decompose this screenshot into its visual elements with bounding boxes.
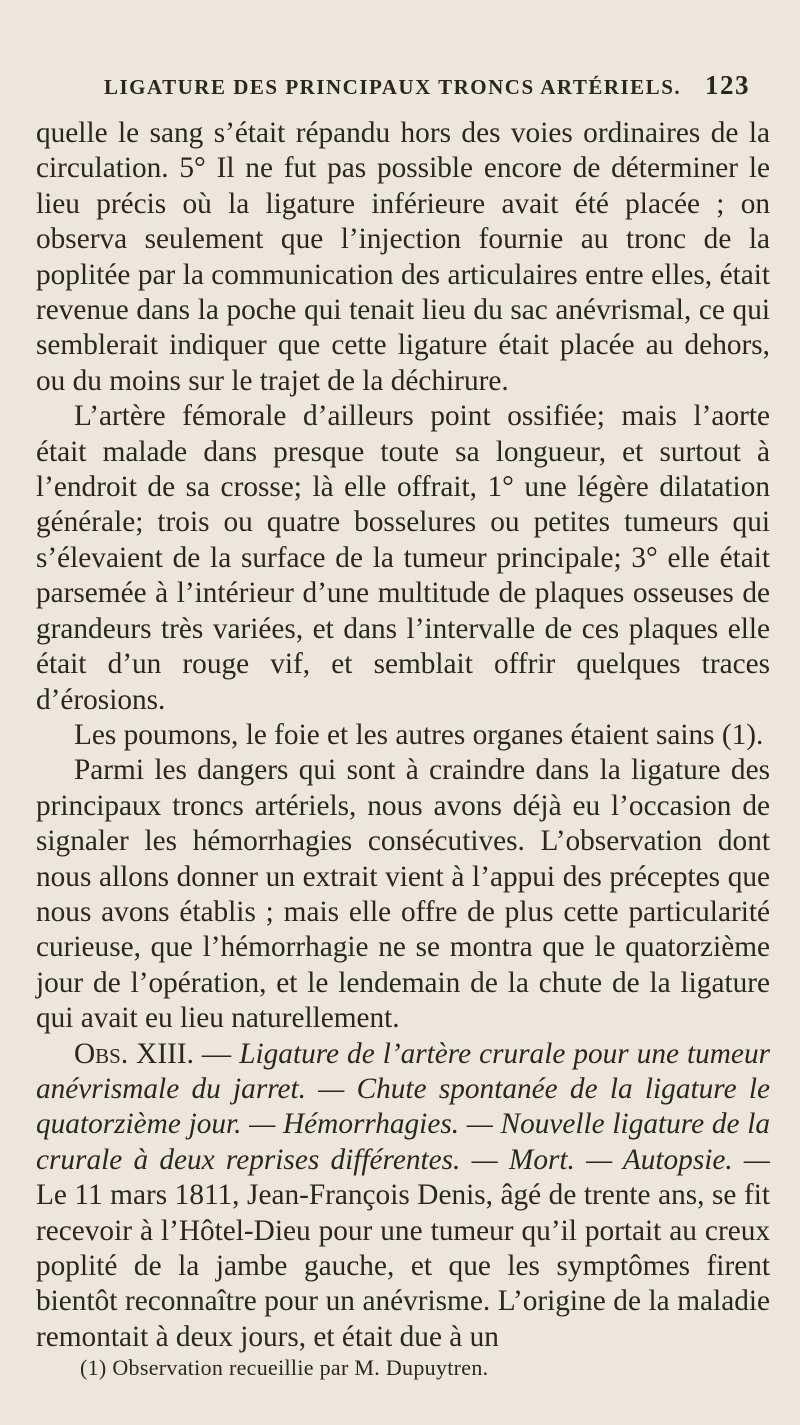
paragraph-4: Parmi les dangers qui sont à craindre dans la ligature des principaux troncs artériels, nous avons déjà eu l’occasion de signaler les hémorrhagies consécutives. L’observation dont nous allons donner un extrait vient à l’appui des préceptes que nous avons établis ; mais elle offre de plus cette particularité curieuse, que l’hémorrhagie ne se montra que le quatorzième jour de l’opération, et le lendemain de la chute de la ligature qui avait eu lieu naturellement. (36, 754, 770, 1035)
observation-title: Ligature de l’artère crurale pour une tumeur anévrismale du jarret. — Chute spontanée de la ligature le quatorzième jour. — Hémorrhagies. — Nouvelle ligature de la crurale à deux reprises différentes. — Mort. — Autopsie. — (36, 1037, 770, 1176)
paragraph-1: quelle le sang s’était répandu hors des voies ordinaires de la circulation. 5° Il ne fut pas possible encore de déterminer le lieu précis où la ligature inférieure avait été placée ; on observa seulement que l’injection fournie au tronc de la poplitée par la communication des articulaires entre elles, était revenue dans la poche qui tenait lieu du sac anévrismal, ce qui semblerait indiquer que cette ligature était placée au dehors, ou du moins sur le trajet de la déchirure. (36, 117, 770, 397)
page-body (36, 116, 770, 1355)
page-number: 123 (705, 70, 750, 100)
paragraph-2: L’artère fémorale d’ailleurs point ossifiée; mais l’aorte était malade dans presque toute sa longueur, et surtout à l’endroit de sa crosse; là elle offrait, 1° une légère dilatation générale; trois ou quatre bosselures ou petites tumeurs qui s’élevaient de la surface de la tumeur principale; 3° elle était parsemée à l’intérieur d’une multitude de plaques osseuses de grandeurs très variées, et dans l’intervalle de ces plaques elle était d’un rouge vif, et semblait offrir quelques traces d’érosions. (36, 400, 770, 716)
running-title: LIGATURE DES PRINCIPAUX TRONCS ARTÉRIELS. (104, 75, 682, 99)
paragraph-3: Les poumons, le foie et les autres organes étaient sains (1). (74, 718, 764, 751)
footnote: (1) Observation recueillie par M. Dupuytren. (80, 1355, 489, 1380)
observation-text: Le 11 mars 1811, Jean-François Denis, âgé de trente ans, se fit recevoir à l’Hôtel-Dieu pour une tumeur qu’il portait au creux poplité de la jambe gauche, et que les symptômes firent bientôt reconnaître pour un anévrisme. L’origine de la maladie remontait à deux jours, et était due à un (36, 1179, 770, 1353)
observation-paragraph (36, 1037, 770, 1356)
observation-label: Obs. XIII. — (74, 1037, 232, 1070)
page-header (36, 70, 770, 110)
